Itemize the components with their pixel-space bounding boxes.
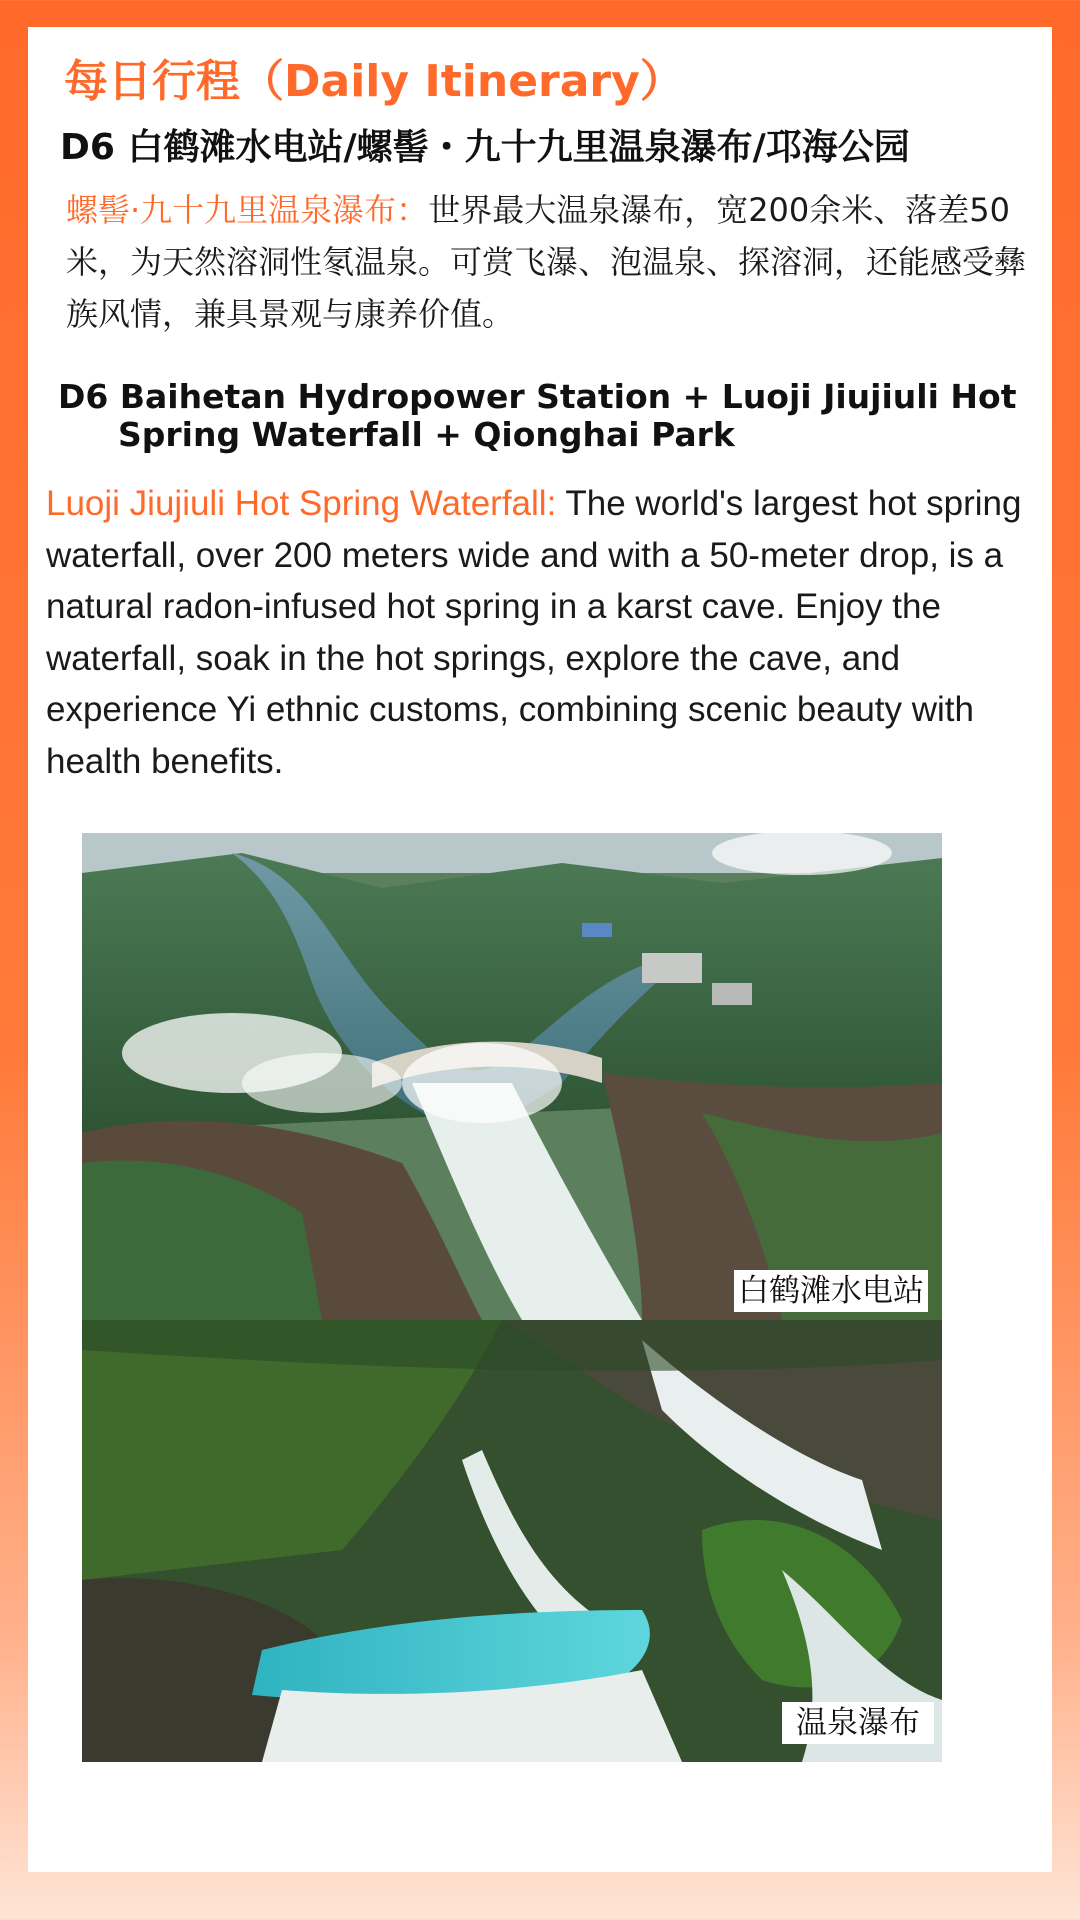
waterfall-photo: [82, 1320, 942, 1762]
dam-photo-caption: 白鹤滩水电站: [734, 1270, 928, 1312]
dam-illustration: [82, 833, 942, 1320]
description-english: [46, 478, 1036, 787]
page-title: 每日行程（Daily Itinerary）: [64, 56, 684, 107]
description-chinese: [66, 184, 1026, 340]
dam-photo: [82, 833, 942, 1320]
waterfall-illustration: [82, 1320, 942, 1762]
day-title-chinese: D6 白鹤滩水电站/螺髻・九十九里温泉瀑布/邛海公园: [60, 127, 910, 168]
day-title-english: D6 Baihetan Hydropower Station + Luoji Jiujiuli Hot Spring Waterfall + Qionghai Park: [58, 377, 1017, 454]
description-highlight-english: Luoji Jiujiuli Hot Spring Waterfall:: [46, 484, 557, 523]
description-text-english: The world's largest hot spring waterfall, over 200 meters wide and with a 50-meter drop, is a natural radon-infused hot spring in a karst cave. Enjoy the waterfall, soak in the hot springs, explore the cave, and experience Yi ethnic customs, combining scenic beauty with health benefits.: [46, 484, 1022, 781]
waterfall-photo-caption: 温泉瀑布: [782, 1702, 934, 1744]
description-text-chinese: 世界最大温泉瀑布，宽200余米、落差50米，为天然溶洞性氡温泉。可赏飞瀑、泡温泉、探溶洞，还能感受彝族风情，兼具景观与康养价值。: [66, 191, 1027, 333]
description-highlight-chinese: 螺髻·九十九里温泉瀑布：: [66, 191, 429, 229]
